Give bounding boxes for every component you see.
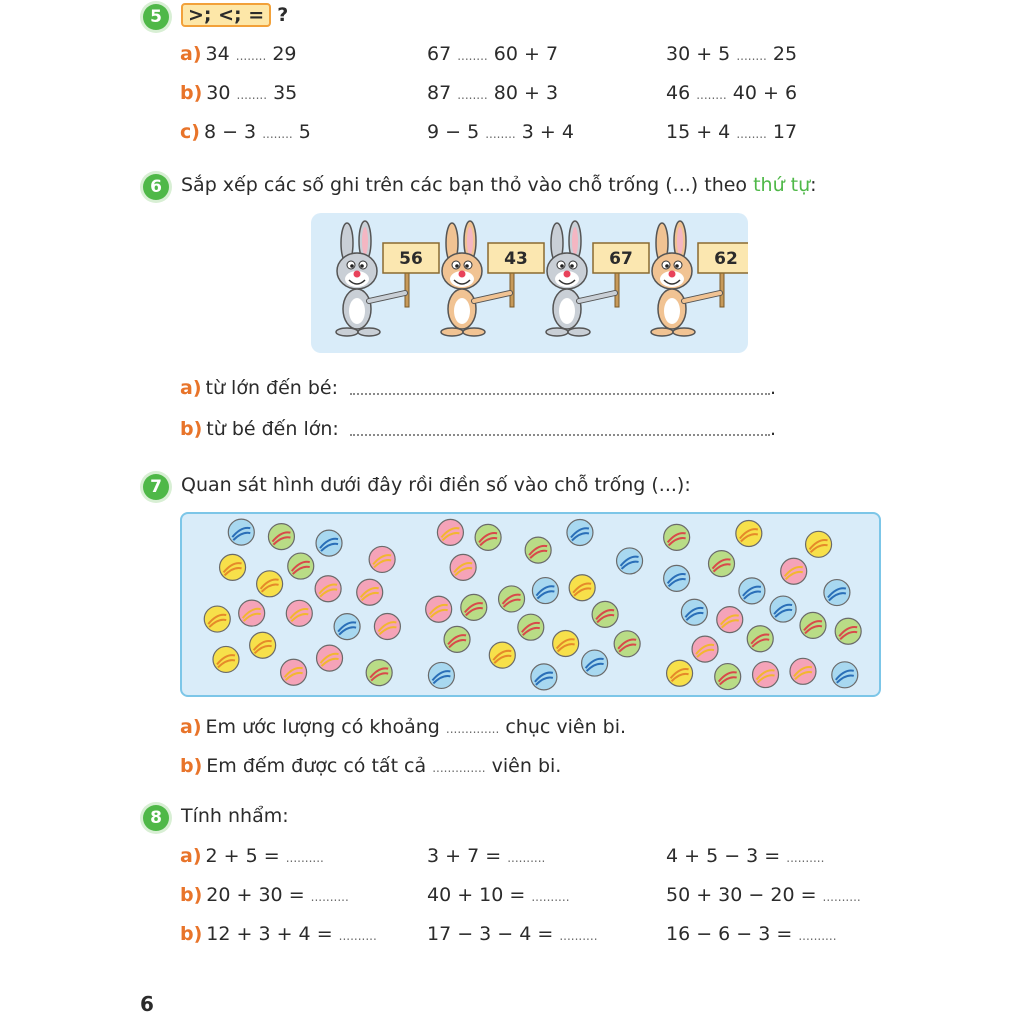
rabbit-sign-number: 43 bbox=[504, 249, 528, 269]
question-mark: ? bbox=[277, 4, 289, 26]
marble bbox=[532, 578, 558, 604]
marble bbox=[213, 646, 239, 672]
marble bbox=[426, 596, 452, 622]
line-end-b: . bbox=[770, 418, 777, 440]
marble bbox=[281, 659, 307, 685]
marble bbox=[736, 520, 762, 546]
answer-blank[interactable]: ........ bbox=[236, 88, 268, 102]
marbles-illustration bbox=[182, 514, 879, 695]
ex6-answer-a bbox=[180, 377, 338, 399]
marble bbox=[582, 650, 608, 676]
marble bbox=[790, 658, 816, 684]
answer-blank[interactable]: .......... bbox=[531, 890, 570, 904]
row-label: b) bbox=[180, 923, 203, 945]
exercise-5-prompt bbox=[181, 3, 288, 27]
answer-prompt: từ bé đến lớn: bbox=[206, 418, 339, 440]
marble bbox=[366, 660, 392, 686]
marble bbox=[567, 520, 593, 546]
marble bbox=[286, 600, 312, 626]
answer-blank[interactable]: .......... bbox=[786, 851, 825, 865]
marble bbox=[835, 618, 861, 644]
answer-line-b[interactable] bbox=[350, 433, 770, 436]
row-label: a) bbox=[180, 43, 202, 65]
answer-blank[interactable]: ........ bbox=[736, 49, 767, 63]
line-end-a: . bbox=[770, 377, 777, 399]
marble bbox=[250, 632, 276, 658]
ex5-row-b-col3 bbox=[666, 82, 797, 104]
marble bbox=[592, 601, 618, 627]
answer-blank[interactable]: .............. bbox=[432, 761, 486, 775]
ex5-row-a-col1 bbox=[180, 43, 297, 65]
answer-suffix: chục viên bi. bbox=[505, 716, 627, 738]
marble bbox=[315, 576, 341, 602]
marble bbox=[317, 645, 343, 671]
prompt-text: Sắp xếp các số ghi trên các bạn thỏ vào chỗ trống (...) theo bbox=[181, 174, 754, 196]
answer-blank[interactable]: ........ bbox=[262, 127, 293, 141]
row-label: a) bbox=[180, 845, 202, 867]
exercise-6-badge: 6 bbox=[143, 174, 169, 200]
answer-blank[interactable]: .......... bbox=[310, 890, 349, 904]
ex8-row-c-col2 bbox=[427, 923, 598, 945]
row-label: a) bbox=[180, 716, 202, 738]
answer-blank[interactable]: .......... bbox=[798, 929, 837, 943]
expression: 50 + 30 − 20 = bbox=[666, 884, 817, 906]
prompt-end: : bbox=[810, 174, 817, 196]
marble bbox=[444, 626, 470, 652]
exercise-5-badge: 5 bbox=[143, 4, 169, 30]
marble bbox=[257, 571, 283, 597]
answer-blank[interactable]: .......... bbox=[338, 929, 377, 943]
marble bbox=[664, 565, 690, 591]
ex7-answer-a bbox=[180, 716, 626, 738]
ex5-row-a-col3 bbox=[666, 43, 797, 65]
answer-blank[interactable]: ........ bbox=[696, 88, 727, 102]
answer-blank[interactable]: ........ bbox=[457, 49, 488, 63]
ex7-answer-b bbox=[180, 755, 561, 777]
ex8-row-c-col3 bbox=[666, 923, 837, 945]
answer-blank[interactable]: ........ bbox=[485, 127, 516, 141]
rabbits-panel bbox=[311, 213, 748, 353]
right-operand: 3 + 4 bbox=[521, 121, 574, 143]
right-operand: 29 bbox=[272, 43, 297, 65]
exercise-7-badge: 7 bbox=[143, 474, 169, 500]
marble bbox=[692, 636, 718, 662]
left-operand: 46 bbox=[666, 82, 691, 104]
marble bbox=[489, 642, 515, 668]
left-operand: 30 + 5 bbox=[666, 43, 731, 65]
marble bbox=[204, 606, 230, 632]
marble bbox=[614, 631, 640, 657]
marble bbox=[531, 664, 557, 690]
answer-blank[interactable]: .......... bbox=[822, 890, 861, 904]
exercise-8-prompt: Tính nhẩm: bbox=[181, 805, 289, 827]
ex8-row-a-col1 bbox=[180, 845, 324, 867]
right-operand: 17 bbox=[772, 121, 798, 143]
row-label: b) bbox=[180, 884, 203, 906]
ex5-row-c-col1 bbox=[180, 121, 311, 143]
marble bbox=[832, 662, 858, 688]
ex8-row-c-col1 bbox=[180, 923, 377, 945]
comparison-symbols-chip: >; <; = bbox=[181, 3, 271, 27]
marble bbox=[806, 531, 832, 557]
rabbit-with-sign-43 bbox=[441, 221, 544, 336]
marble bbox=[800, 612, 826, 638]
rabbits-illustration bbox=[311, 213, 748, 353]
marble bbox=[770, 596, 796, 622]
marble bbox=[288, 553, 314, 579]
marble bbox=[357, 579, 383, 605]
marble bbox=[428, 662, 454, 688]
exercise-6-prompt bbox=[181, 174, 817, 196]
expression: 40 + 10 = bbox=[427, 884, 526, 906]
rabbit-sign-number: 56 bbox=[399, 249, 423, 269]
rabbit-sign-number: 67 bbox=[609, 249, 633, 269]
answer-line-a[interactable] bbox=[350, 392, 770, 395]
ex5-row-c-col2 bbox=[427, 121, 574, 143]
marble bbox=[316, 530, 342, 556]
left-operand: 87 bbox=[427, 82, 452, 104]
marble bbox=[781, 558, 807, 584]
answer-blank[interactable]: .......... bbox=[507, 851, 546, 865]
left-operand: 34 bbox=[205, 43, 230, 65]
right-operand: 5 bbox=[298, 121, 311, 143]
answer-blank[interactable]: ........ bbox=[736, 127, 767, 141]
marble bbox=[228, 519, 254, 545]
rabbit-sign-number: 62 bbox=[714, 249, 738, 269]
marble bbox=[334, 614, 360, 640]
marble bbox=[739, 578, 765, 604]
expression: 17 − 3 − 4 = bbox=[427, 923, 554, 945]
marble bbox=[268, 524, 294, 550]
ex6-answer-b bbox=[180, 418, 339, 440]
answer-blank[interactable]: .......... bbox=[285, 851, 324, 865]
right-operand: 35 bbox=[273, 82, 298, 104]
ex5-row-b-col1 bbox=[180, 82, 297, 104]
rabbit-with-sign-56 bbox=[336, 221, 439, 336]
ex8-row-b-col2 bbox=[427, 884, 570, 906]
answer-suffix: viên bi. bbox=[491, 755, 562, 777]
marble bbox=[553, 631, 579, 657]
row-label: b) bbox=[180, 755, 203, 777]
ex8-row-b-col1 bbox=[180, 884, 349, 906]
rabbit-with-sign-62 bbox=[651, 221, 748, 336]
expression: 12 + 3 + 4 = bbox=[206, 923, 333, 945]
answer-blank[interactable]: .............. bbox=[445, 722, 500, 736]
marble bbox=[239, 600, 265, 626]
marble bbox=[681, 599, 707, 625]
right-operand: 40 + 6 bbox=[732, 82, 798, 104]
ex5-row-c-col3 bbox=[666, 121, 797, 143]
expression: 3 + 7 = bbox=[427, 845, 502, 867]
row-label: b) bbox=[180, 82, 203, 104]
marble bbox=[667, 660, 693, 686]
marble bbox=[499, 586, 525, 612]
answer-blank[interactable]: ........ bbox=[457, 88, 488, 102]
row-label: a) bbox=[180, 377, 202, 399]
left-operand: 15 + 4 bbox=[666, 121, 731, 143]
row-label: b) bbox=[180, 418, 203, 440]
answer-blank[interactable]: .......... bbox=[559, 929, 598, 943]
answer-prompt: từ lớn đến bé: bbox=[205, 377, 339, 399]
exercise-8-badge: 8 bbox=[143, 805, 169, 831]
ex5-row-a-col2 bbox=[427, 43, 558, 65]
marble bbox=[715, 664, 741, 690]
marble bbox=[617, 548, 643, 574]
marble bbox=[461, 594, 487, 620]
expression: 16 − 6 − 3 = bbox=[666, 923, 793, 945]
marble bbox=[220, 554, 246, 580]
exercise-7-prompt: Quan sát hình dưới đây rồi điền số vào chỗ trống (...): bbox=[181, 474, 691, 496]
right-operand: 25 bbox=[772, 43, 798, 65]
right-operand: 80 + 3 bbox=[493, 82, 559, 104]
marble bbox=[369, 546, 395, 572]
expression: 20 + 30 = bbox=[206, 884, 305, 906]
marble bbox=[717, 607, 743, 633]
marble bbox=[475, 524, 501, 550]
left-operand: 30 bbox=[206, 82, 231, 104]
ex5-row-b-col2 bbox=[427, 82, 558, 104]
rabbit-with-sign-67 bbox=[546, 221, 649, 336]
marbles-panel bbox=[180, 512, 881, 697]
expression: 4 + 5 − 3 = bbox=[666, 845, 781, 867]
answer-blank[interactable]: ........ bbox=[235, 49, 267, 63]
left-operand: 67 bbox=[427, 43, 452, 65]
marble bbox=[450, 554, 476, 580]
right-operand: 60 + 7 bbox=[493, 43, 559, 65]
row-label: c) bbox=[180, 121, 200, 143]
marble bbox=[747, 626, 773, 652]
marble bbox=[374, 613, 400, 639]
expression: 2 + 5 = bbox=[205, 845, 280, 867]
ex8-row-b-col3 bbox=[666, 884, 861, 906]
ex8-row-a-col3 bbox=[666, 845, 824, 867]
marble bbox=[518, 614, 544, 640]
page-number: 6 bbox=[140, 992, 154, 1016]
answer-prompt: Em ước lượng có khoảng bbox=[205, 716, 440, 738]
marble bbox=[569, 575, 595, 601]
marble bbox=[437, 519, 463, 545]
answer-prompt: Em đếm được có tất cả bbox=[206, 755, 427, 777]
prompt-highlight: thứ tự bbox=[753, 174, 811, 196]
marble bbox=[753, 662, 779, 688]
marble bbox=[525, 537, 551, 563]
left-operand: 8 − 3 bbox=[203, 121, 257, 143]
left-operand: 9 − 5 bbox=[427, 121, 480, 143]
marble bbox=[824, 580, 850, 606]
ex8-row-a-col2 bbox=[427, 845, 545, 867]
marble bbox=[709, 551, 735, 577]
marble bbox=[664, 524, 690, 550]
